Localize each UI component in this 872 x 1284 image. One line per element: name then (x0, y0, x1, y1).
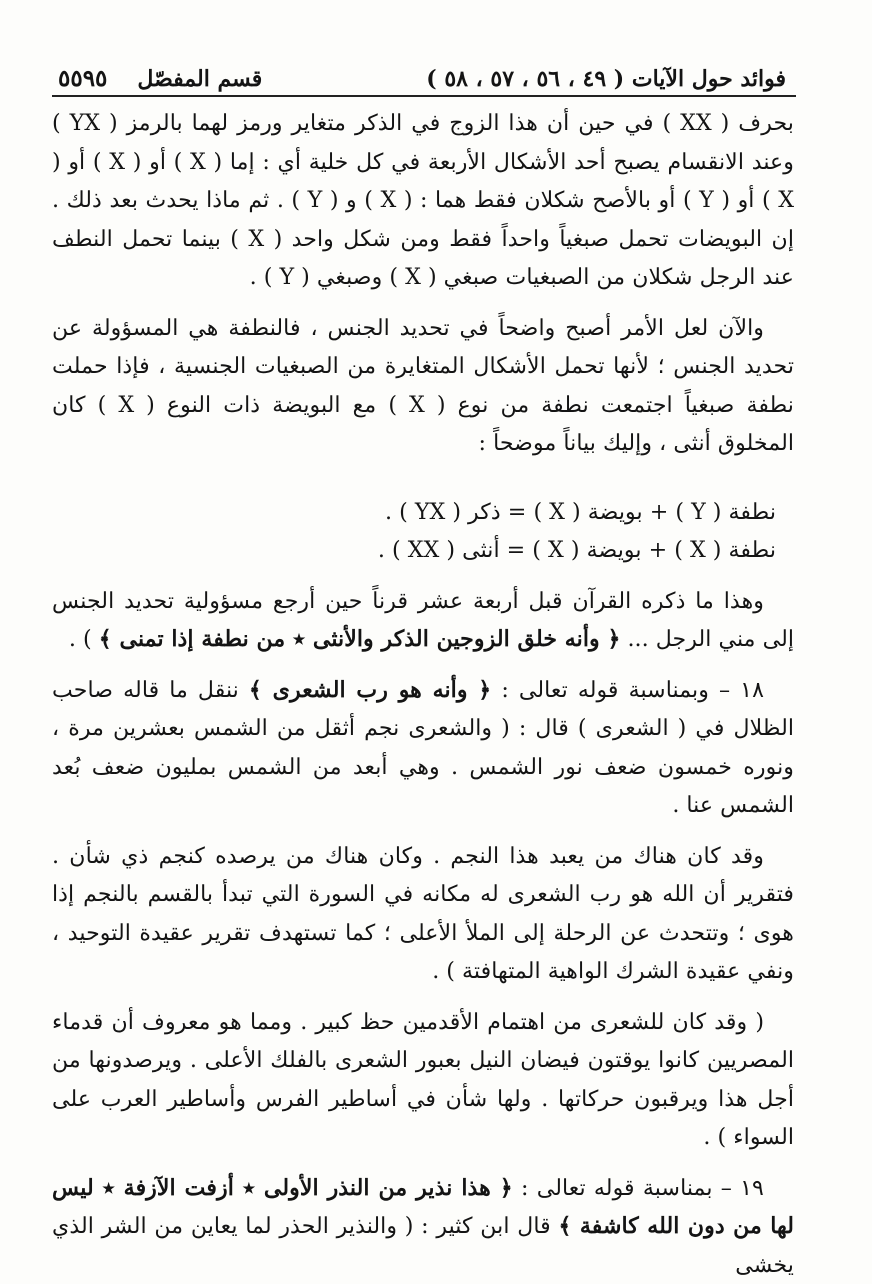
p7-text-start: ١٩ – بمناسبة قوله تعالى : (513, 1175, 764, 1201)
paragraph-6: ( وقد كان للشعرى من اهتمام الأقدمين حظ كبير . ومما هو معروف أن قدماء المصريين كانوا يوقتون فيضان النيل بعبور الشعرى بالفلك الأعلى . ويرصدونها من أجل هذا ويرقبون حركاتها . ولها شأن في أساطير الفرس وأساطير العرب على السواء ) . (52, 1003, 794, 1157)
page-body (52, 104, 794, 1284)
page-number: ٥٥٩٥ (58, 65, 107, 92)
p4-text-start: ١٨ – وبمناسبة قوله تعالى : (491, 677, 764, 703)
quran-quote-2: ﴿ وأنه هو رب الشعرى ﴾ (249, 677, 491, 703)
equation-male: نطفة ( Y ) + بويضة ( X ) = ذكر ( YX ) . (52, 493, 776, 532)
p4-text-end: ننقل ما قاله صاحب الظلال في ( الشعرى ) قال : ( والشعرى نجم أثقل من الشمس بعشرين مرة ، ونوره خمسون ضعف نور الشمس . وهي أبعد من الشمس بمليون ضعف بُعد الشمس عنا . (52, 677, 794, 819)
paragraph-1: بحرف ( XX ) في حين أن هذا الزوج في الذكر متغاير ورمز لهما بالرمز ( YX ) وعند الانقسام يصبح أحد الأشكال الأربعة في كل خلية أي : إما ( X ) أو ( X ) أو ( X ) أو ( Y ) أو بالأصح شكلان فقط هما : ( X ) و ( Y ) . ثم ماذا يحدث بعد ذلك . إن البويضات تحمل صبغياً واحداً فقط ومن شكل واحد ( X ) بينما تحمل النطف عند الرجل شكلان من الصبغيات صبغي ( X ) وصبغي ( Y ) . (52, 104, 794, 297)
paragraph-2: والآن لعل الأمر أصبح واضحاً في تحديد الجنس ، فالنطفة هي المسؤولة عن تحديد الجنس ؛ لأنها تحمل الأشكال المتغايرة من الصبغيات الجنسية ، فإذا حملت نطفة صبغياً اجتمعت نطفة من نوع ( X ) مع البويضة ذات النوع ( X ) كان المخلوق أنثى ، وإليك بياناً موضحاً : (52, 309, 794, 463)
equation-female: نطفة ( X ) + بويضة ( X ) = أنثى ( XX ) . (52, 531, 776, 570)
page-header (58, 52, 786, 92)
header-rule (52, 95, 796, 97)
header-left (58, 65, 262, 92)
quran-quote-1: ﴿ وأنه خلق الزوجين الذكر والأنثى ٭ من نطفة إذا تمنى ﴾ (99, 626, 621, 652)
p7-text-end: قال ابن كثير : ( والنذير الحذر لما يعاين من الشر الذي يخشى (52, 1213, 794, 1278)
paragraph-3 (52, 582, 794, 659)
quran-quote-3: ﴿ هذا نذير من النذر الأولى ٭ أزفت الآزفة ٭ ليس لها من دون الله كاشفة ﴾ (52, 1175, 794, 1240)
paragraph-5: وقد كان هناك من يعبد هذا النجم . وكان هناك من يرصده كنجم ذي شأن . فتقرير أن الله هو رب الشعرى له مكانه في السورة التي تبدأ بالقسم بالنجم إذا هوى ؛ وتتحدث عن الرحلة إلى الملأ الأعلى ؛ كما تستهدف تقرير عقيدة التوحيد ، ونفي عقيدة الشرك الواهية المتهافتة ) . (52, 837, 794, 991)
paragraph-4 (52, 671, 794, 825)
p3-text-start: وهذا ما ذكره القرآن قبل أربعة عشر قرناً حين أرجع مسؤولية تحديد الجنس إلى مني الرجل ... (52, 588, 794, 653)
paragraph-7 (52, 1169, 794, 1284)
section-title: قسم المفصّل (137, 66, 262, 92)
p3-text-end: ) . (69, 626, 99, 652)
equations (52, 493, 794, 570)
running-title: فوائد حول الآيات ( ٤٩ ، ٥٦ ، ٥٧ ، ٥٨ ) (426, 66, 786, 92)
